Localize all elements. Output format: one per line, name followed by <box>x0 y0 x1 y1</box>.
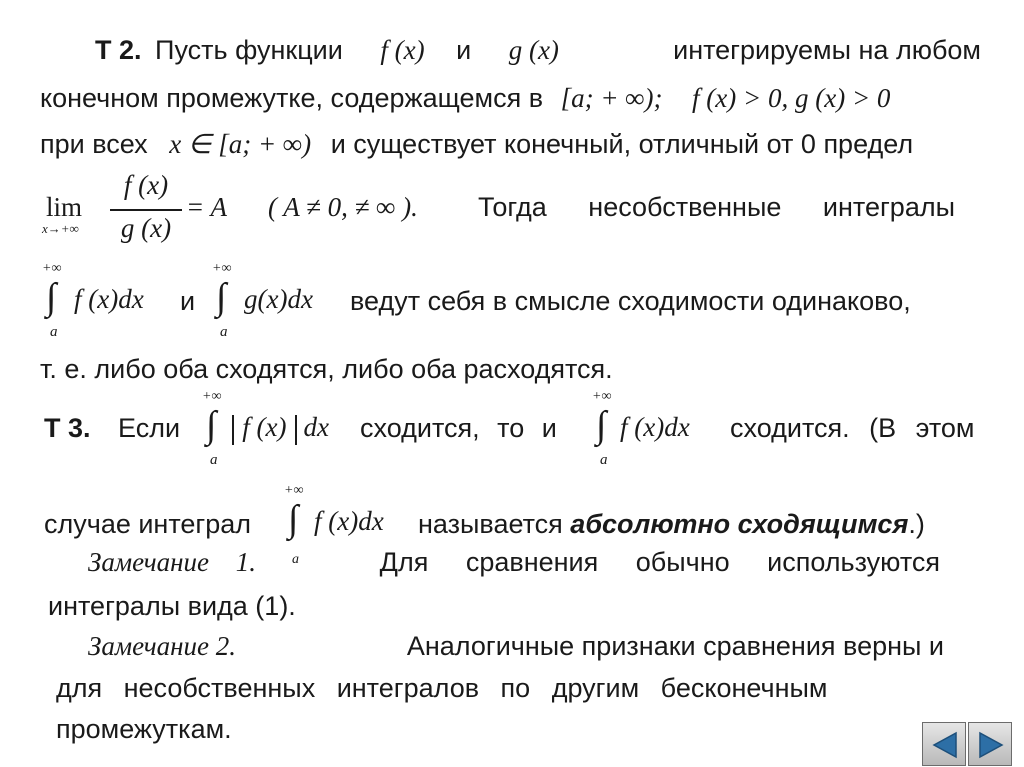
f-of-x: f (x) <box>380 35 425 65</box>
dx: dx <box>303 412 329 442</box>
integral-plain <box>590 390 730 474</box>
t2-text: и существует конечный, отличный от 0 предел <box>330 129 914 159</box>
g-of-x: g (x) <box>508 35 559 65</box>
integrand-f: f (x)dx <box>620 412 690 442</box>
remark-2-line-2: для несобственных интегралов по другим бесконечным <box>56 673 828 703</box>
lower-limit: a <box>220 324 228 340</box>
lower-limit: a <box>50 324 58 340</box>
remark-1-line-1 <box>88 546 940 578</box>
remark-1-stray-a: a <box>292 552 299 567</box>
abs-bar-right <box>295 415 297 445</box>
abs-bar-left <box>232 415 234 445</box>
upper-limit: +∞ <box>202 389 222 404</box>
and-word: и <box>180 286 196 316</box>
remark-1-line-2: интегралы вида (1). <box>48 591 296 621</box>
upper-limit: +∞ <box>592 389 612 404</box>
fraction-bar <box>110 209 182 211</box>
integral-sign: ∫ <box>288 498 299 540</box>
x-in-interval: x ∈ [a; + ∞) <box>169 129 312 159</box>
fraction-denominator: g (x) <box>120 213 172 243</box>
t2-text: Тогда несобственные интегралы <box>478 192 955 222</box>
t2-text: конечном промежутке, содержащемся в <box>40 83 544 113</box>
absolutely-convergent: абсолютно сходящимся <box>570 509 909 539</box>
integrand-f: f (x)dx <box>314 506 384 536</box>
integrand-g: g(x)dx <box>244 284 313 314</box>
prev-slide-button[interactable] <box>922 722 966 766</box>
lower-limit: a <box>210 452 218 468</box>
t2-text: Пусть функции <box>155 35 343 65</box>
lim-subscript: x→+∞ <box>42 221 79 236</box>
interval: [a; + ∞); <box>560 83 663 113</box>
integrand-f: f (x)dx <box>74 284 144 314</box>
t2-line-4 <box>478 191 985 223</box>
called-word: называется <box>418 509 563 539</box>
converges-in-this: сходится. (В этом <box>730 413 975 443</box>
remark-2-title: Замечание 2. <box>88 631 236 661</box>
remark-2-text: Аналогичные признаки сравнения верны и <box>406 631 944 661</box>
positivity-condition: f (x) > 0, g (x) > 0 <box>692 83 891 113</box>
integral-sign: ∫ <box>206 404 217 446</box>
case-integral-text: случае интеграл <box>44 509 252 539</box>
integral-sign: ∫ <box>46 276 57 318</box>
remark-2-line-3: промежуткам. <box>56 714 232 744</box>
and-word: и <box>456 35 472 65</box>
abs-integrand <box>232 412 329 445</box>
theorem-3-label: Т 3. <box>44 413 91 443</box>
upper-limit: +∞ <box>212 261 232 276</box>
limit-fraction <box>110 170 182 250</box>
integral-sign: ∫ <box>216 276 227 318</box>
abs-f-of-x: f (x) <box>242 412 287 442</box>
triangle-right-icon <box>976 730 1006 760</box>
t2-text-end: интегрируемы на любом <box>673 35 981 65</box>
called-text <box>418 508 925 540</box>
remark-2-line-1 <box>88 630 944 662</box>
t2-line-3 <box>40 128 913 160</box>
t2-line-1 <box>95 34 985 66</box>
t2-text: при всех <box>40 129 148 159</box>
triangle-left-icon <box>930 730 960 760</box>
theorem-2-label: Т 2. <box>95 35 142 65</box>
integral-f <box>40 262 180 346</box>
lim-word: lim <box>46 192 83 222</box>
remark-1-title: Замечание 1. <box>88 547 256 577</box>
upper-limit: +∞ <box>284 483 304 498</box>
converges-then: сходится, то и <box>360 413 557 443</box>
integral-g <box>210 262 350 346</box>
upper-limit: +∞ <box>42 261 62 276</box>
t2-line-5: ведут себя в смысле сходимости одинаково, <box>350 286 911 316</box>
lower-limit: a <box>600 452 608 468</box>
case-end: .) <box>908 509 925 539</box>
integral-abs <box>200 390 360 474</box>
fraction-numerator: f (x) <box>123 170 169 200</box>
t2-line-2 <box>40 82 890 114</box>
next-slide-button[interactable] <box>968 722 1012 766</box>
limit-equals-A: = A <box>186 192 227 222</box>
limit-condition: ( A ≠ 0, ≠ ∞ ). <box>268 192 418 222</box>
remark-1-text: Для сравнения обычно используются <box>379 547 940 577</box>
if-word: Если <box>118 413 181 443</box>
t2-line-6: т. е. либо оба сходятся, либо оба расходятся. <box>40 354 613 384</box>
integral-sign: ∫ <box>596 404 607 446</box>
